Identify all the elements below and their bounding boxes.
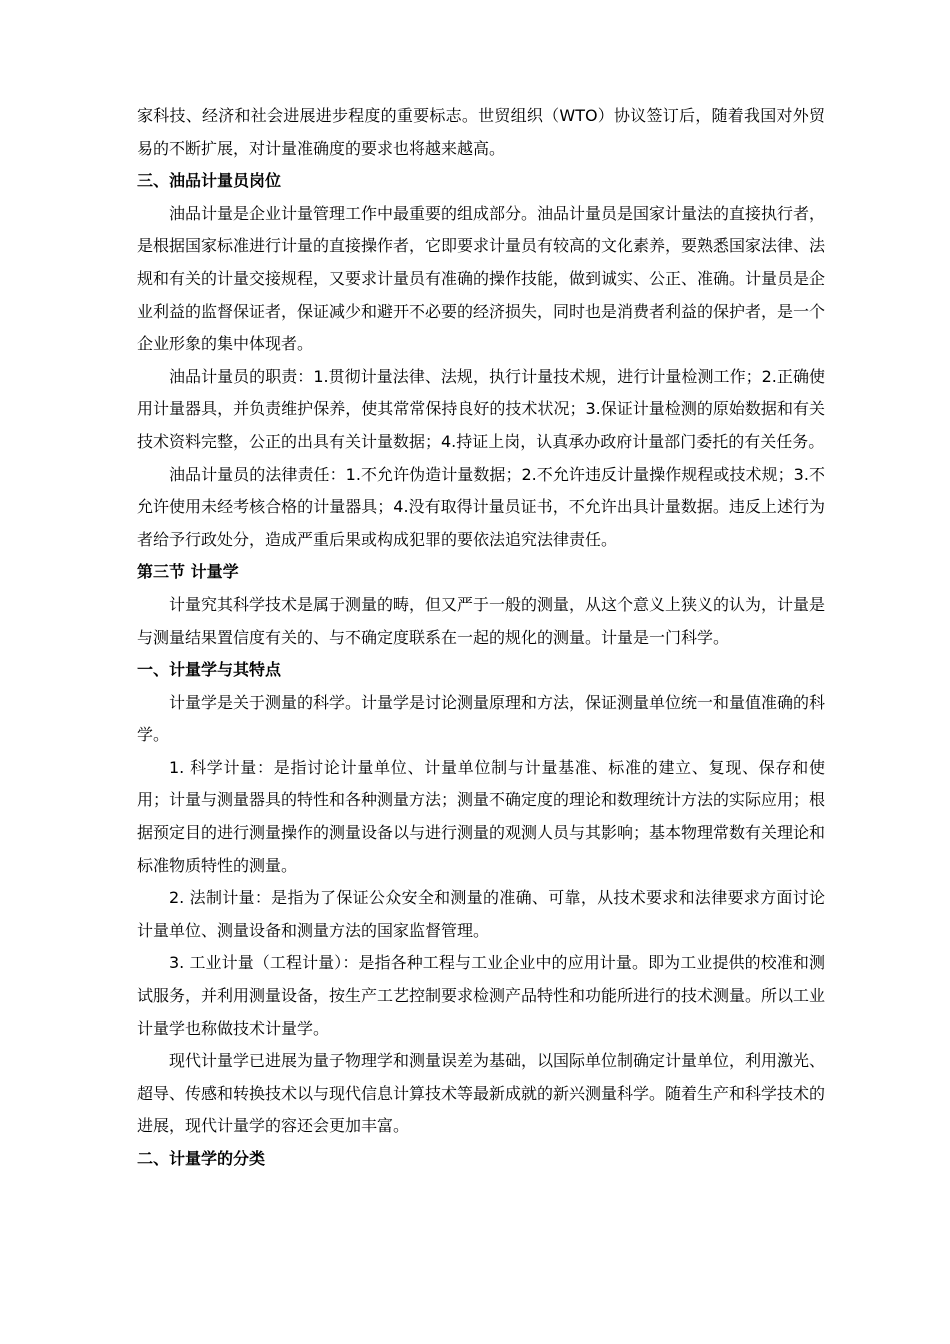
paragraph-metrology-intro: 计量究其科学技术是属于测量的畴，但又严于一般的测量，从这个意义上狭义的认为，计量是与测量结果置信度有关的、与不确定度联系在一起的规化的测量。计量是一门科学。 (137, 594, 826, 647)
paragraph-oil-metering-role: 油品计量是企业计量管理工作中最重要的组成部分。油品计量员是国家计量法的直接执行者，是根据国家标准进行计量的直接操作者，它即要求计量员有较高的文化素养，要熟悉国家法律、法规和有关的计量交接规程，又要求计量员有准确的操作技能，做到诚实、公正、准确。计量员是企业利益的监督保证者，保证减少和避开不必要的经济损失，同时也是消费者利益的保护者，是一个企业形象的集中体现者。 (137, 203, 826, 354)
chapter-heading-metrology: 第三节 计量学 (137, 562, 239, 582)
paragraph-legal-responsibility: 油品计量员的法律责任：1.不允许伪造计量数据；2.不允许违反计量操作规程或技术规；3.不允许使用未经考核合格的计量器具；4.没有取得计量员证书，不允许出具计量数据。违反上述行为者给予行政处分，造成严重后果或构成犯罪的要依法追究法律责任。 (137, 464, 825, 549)
section-heading-metrology-features: 一、计量学与其特点 (137, 660, 282, 680)
paragraph-metrology-definition: 计量学是关于测量的科学。计量学是讨论测量原理和方法，保证测量单位统一和量值准确的科学。 (137, 692, 826, 745)
paragraph-metrologist-duties: 油品计量员的职责：1.贯彻计量法律、法规，执行计量技术规，进行计量检测工作；2.正确使用计量器具，并负责维护保养，使其常常保持良好的技术状况；3.保证计量检测的原始数据和有关技术资料完整，公正的出具有关计量数据；4.持证上岗，认真承办政府计量部门委托的有关任务。 (137, 366, 825, 451)
paragraph-continuation: 家科技、经济和社会进展进步程度的重要标志。世贸组织（WTO）协议签订后，随着我国对外贸易的不断扩展，对计量准确度的要求也将越来越高。 (137, 106, 825, 158)
section-heading-oil-metrologist: 三、油品计量员岗位 (137, 171, 282, 191)
paragraph-modern-metrology: 现代计量学已进展为量子物理学和测量误差为基础，以国际单位制确定计量单位，利用激光、超导、传感和转换技术以与现代信息计算技术等最新成就的新兴测量科学。随着生产和科学技术的进展，现代计量学的容还会更加丰富。 (137, 1051, 826, 1136)
section-heading-metrology-classification: 二、计量学的分类 (137, 1149, 266, 1168)
paragraph-industrial-metrology: 3. 工业计量（工程计量）：是指各种工程与工业企业中的应用计量。即为工业提供的校准和测试服务，并利用测量设备，按生产工艺控制要求检测产品特性和功能所进行的技术测量。所以工业计量学也称做技术计量学。 (137, 953, 826, 1038)
document-page (137, 100, 825, 1176)
paragraph-scientific-metrology: 1. 科学计量：是指讨论计量单位、计量单位制与计量基准、标准的建立、复现、保存和使用；计量与测量器具的特性和各种测量方法；测量不确定度的理论和数理统计方法的实际应用；根据预定目的进行测量操作的测量设备以与进行测量的观测人员与其影响；基本物理常数有关理论和标准物质特性的测量。 (137, 757, 826, 875)
paragraph-legal-metrology: 2. 法制计量：是指为了保证公众安全和测量的准确、可靠，从技术要求和法律要求方面讨论计量单位、测量设备和测量方法的国家监督管理。 (137, 888, 825, 940)
